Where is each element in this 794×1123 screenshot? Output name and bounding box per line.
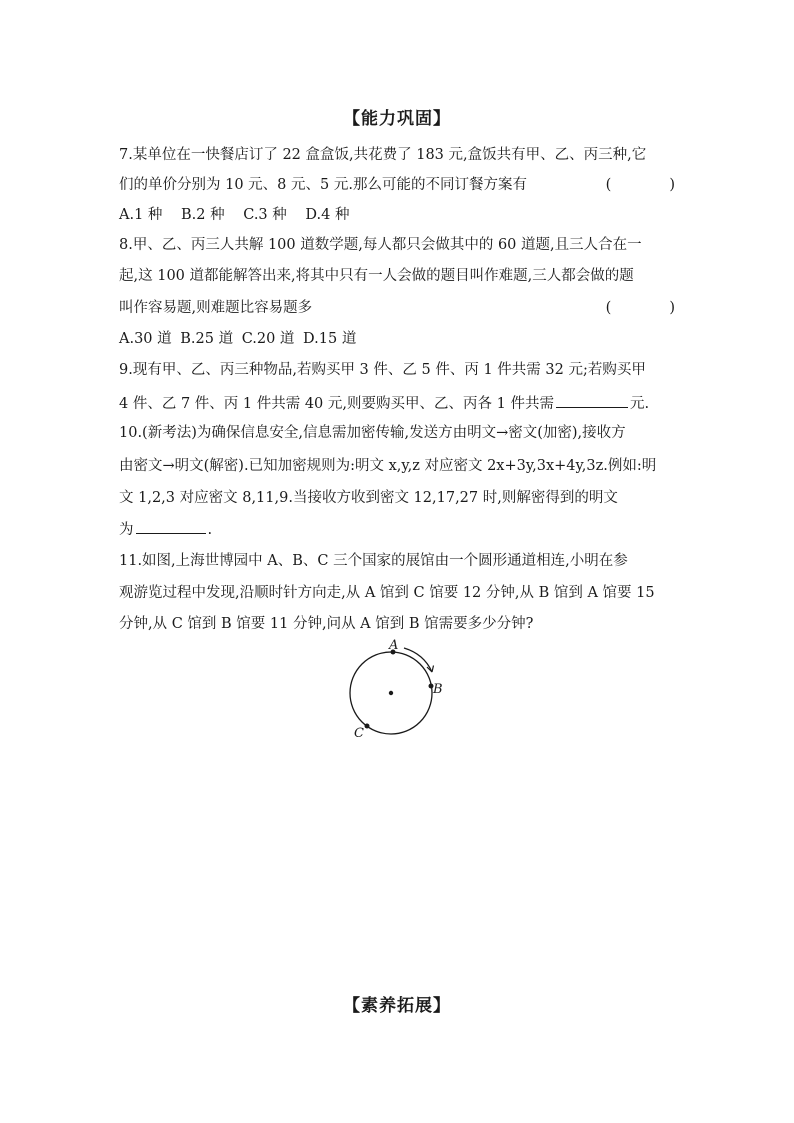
q7-answer-paren: ( ): [605, 177, 675, 193]
q7-option-d: D.4 种: [305, 207, 350, 223]
q7-line-2-text: 们的单价分别为 10 元、8 元、5 元.那么可能的不同订餐方案有: [119, 177, 527, 193]
q8-line-3: [119, 298, 675, 318]
label-c: C: [354, 726, 364, 741]
q10-line-4-end: .: [207, 522, 213, 538]
q8-options: [119, 329, 675, 349]
q8-line-1: 8.甲、乙、丙三人共解 100 道数学题,每人都只会做其中的 60 道题,且三人合在一: [119, 237, 642, 253]
q9-line-2-text: 4 件、乙 7 件、丙 1 件共需 40 元,则要购买甲、乙、丙各 1 件共需: [119, 396, 554, 412]
q8-option-c: C.20 道: [241, 331, 295, 347]
q8-line-2: 起,这 100 道都能解答出来,将其中只有一人会做的题目叫作难题,三人都会做的题: [119, 268, 634, 284]
q10-answer-blank[interactable]: [136, 519, 206, 534]
q8-line-3-text: 叫作容易题,则难题比容易题多: [119, 300, 313, 316]
q8-answer-paren: ( ): [605, 300, 675, 316]
point-c: [365, 724, 370, 729]
q7-line-2: [119, 175, 675, 195]
center-point: [389, 691, 393, 695]
q9-line-2-end: 元.: [629, 396, 650, 412]
q9-line-2: [119, 393, 675, 414]
q7-options: [119, 205, 675, 225]
q7-line-1: 7.某单位在一快餐店订了 22 盒盒饭,共花费了 183 元,盒饭共有甲、乙、丙三种,它: [119, 147, 647, 163]
q10-line-4: [119, 519, 675, 540]
q10-line-4-text: 为: [119, 522, 134, 538]
q7-option-b: B.2 种: [181, 207, 225, 223]
q7-option-c: C.3 种: [243, 207, 287, 223]
q8-option-a: A.30 道: [119, 331, 172, 347]
q10-line-2: 由密文→明文(解密).已知加密规则为:明文 x,y,z 对应密文 2x+3y,3x+4y,3z.例如:明: [119, 458, 657, 474]
circle-figure: [340, 636, 460, 746]
q10-line-1: 10.(新考法)为确保信息安全,信息需加密传输,发送方由明文→密文(加密),接收方: [119, 425, 626, 441]
q8-option-d: D.15 道: [303, 331, 357, 347]
label-a: A: [389, 638, 399, 653]
q8-option-b: B.25 道: [180, 331, 234, 347]
q11-line-2: 观游览过程中发现,沿顺时针方向走,从 A 馆到 C 馆要 12 分钟,从 B 馆到 A 馆要 15: [119, 585, 655, 601]
q9-line-1: 9.现有甲、乙、丙三种物品,若购买甲 3 件、乙 5 件、丙 1 件共需 32 元;若购买甲: [119, 362, 646, 378]
label-b: B: [433, 682, 443, 697]
q9-answer-blank[interactable]: [556, 393, 628, 408]
q10-line-3: 文 1,2,3 对应密文 8,11,9.当接收方收到密文 12,17,27 时,则解密得到的明文: [119, 490, 618, 506]
q11-line-1: 11.如图,上海世博园中 A、B、C 三个国家的展馆由一个圆形通道相连,小明在参: [119, 553, 628, 569]
q11-line-3: 分钟,从 C 馆到 B 馆要 11 分钟,问从 A 馆到 B 馆需要多少分钟?: [119, 616, 534, 632]
section-title-extension: 【素养拓展】: [343, 996, 451, 1016]
q7-option-a: A.1 种: [119, 207, 163, 223]
section-title-ability: 【能力巩固】: [343, 109, 451, 129]
